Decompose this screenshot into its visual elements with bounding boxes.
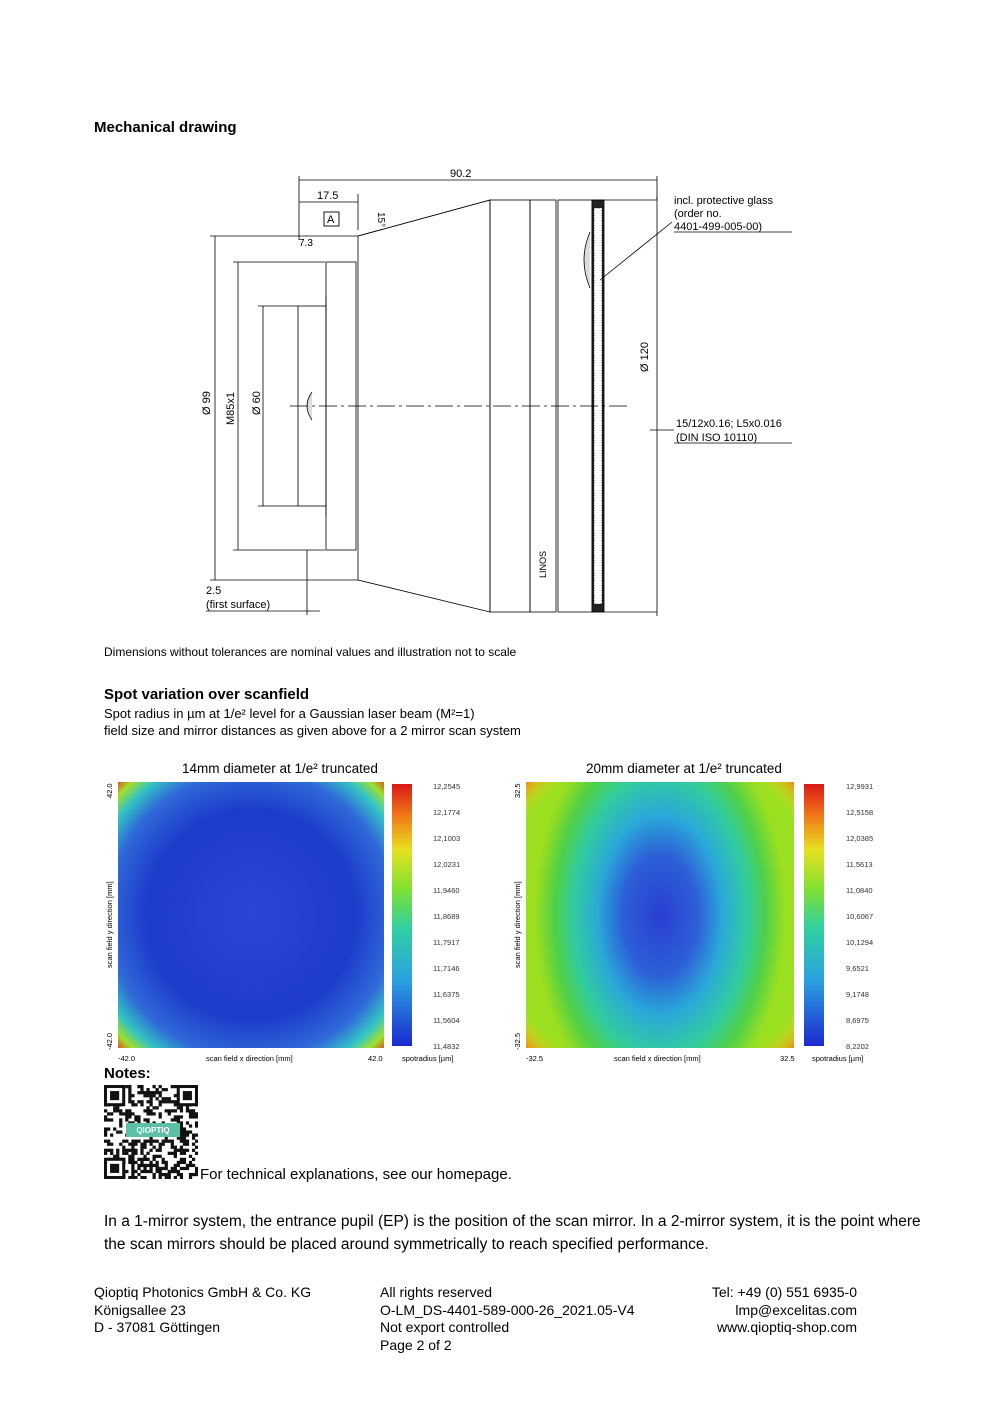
plot2-colorbar-label: spotradius [µm] (812, 1054, 864, 1063)
plot1-colorbar-label: spotradius [µm] (402, 1054, 454, 1063)
dim-d120: Ø 120 (639, 342, 651, 372)
plot1-colorbar-tick-label: 12,2545 (433, 782, 461, 791)
plot2-title: 20mm diameter at 1/e² truncated (586, 761, 782, 776)
plot2-colorbar (804, 784, 824, 1046)
plot1-colorbar-tick-label: 11,7917 (433, 938, 460, 947)
plot1-colorbar-tick-label: 11,5604 (433, 1016, 460, 1025)
footer-page-number: Page 2 of 2 (380, 1336, 452, 1353)
plot1-colorbar-tick-label: 11,6375 (433, 990, 460, 999)
plot2-colorbar-tick-label: 8,2202 (846, 1042, 869, 1051)
plot2-colorbar-tick-label: 11,5613 (846, 860, 873, 869)
plot2-y-min: -32.5 (513, 1032, 522, 1050)
plot2-x-label: scan field x direction [mm] (614, 1054, 701, 1063)
plot2-colorbar-tick-label: 9,6521 (846, 964, 869, 973)
plot2-colorbar-ticks (846, 782, 873, 1051)
plot1-colorbar-tick-label: 12,0231 (433, 860, 461, 869)
datum-label: A (327, 214, 335, 226)
spot-variation-heading: Spot variation over scanfield (104, 686, 310, 703)
plot1-colorbar-tick-label: 11,4832 (433, 1042, 460, 1051)
plot1-y-label: scan field y direction [mm] (105, 881, 114, 968)
dim-d60: Ø 60 (251, 391, 263, 415)
annotation-glass-3: 4401-499-005-00) (674, 221, 763, 233)
footer-city: D - 37081 Göttingen (94, 1319, 221, 1335)
plot2-y-max: 32.5 (513, 783, 522, 798)
annotation-iso-2: (DIN ISO 10110) (676, 432, 758, 444)
plot2-x-min: -32.5 (526, 1054, 544, 1063)
footer-contact (700, 1284, 857, 1337)
footer-doc-id: O-LM_DS-4401-589-000-26_2021.05-V4 (380, 1301, 635, 1318)
plot1-x-max: 42.0 (368, 1054, 383, 1063)
plot2-colorbar-tick-label: 11,0840 (846, 886, 873, 895)
spot-subtitle-2: field size and mirror distances as given above for a 2 mirror scan system (104, 723, 521, 738)
footer-website[interactable]: www.qioptiq-shop.com (716, 1319, 857, 1335)
footer-rights: All rights reserved (380, 1284, 493, 1300)
plot1-heatmap (118, 782, 384, 1048)
dim-offset: 7.3 (299, 238, 313, 249)
qr-code[interactable] (104, 1085, 198, 1179)
plot1-colorbar (392, 784, 412, 1046)
footer-document-info (380, 1284, 635, 1354)
plot1-x-min: -42.0 (118, 1054, 136, 1063)
plot1-colorbar-tick-label: 11,9460 (433, 886, 460, 895)
linos-engraving: LINOS (538, 550, 548, 578)
plot1-colorbar-ticks (433, 782, 460, 1051)
plot2-colorbar-tick-label: 9,1748 (846, 990, 869, 999)
annotation-glass-2: (order no. (674, 208, 722, 220)
dim-thread: M85x1 (225, 391, 237, 425)
dim-overall-length: 90.2 (450, 168, 472, 180)
plot2-heatmap-chart (506, 778, 886, 1068)
footer-company-name: Qioptiq Photonics GmbH & Co. KG (94, 1284, 312, 1300)
dim-first-surface-label: (first surface) (206, 599, 271, 611)
plot1-colorbar-tick-label: 12,1003 (433, 834, 461, 843)
qr-caption: For technical explanations, see our homepage. (200, 1166, 512, 1183)
dim-d99: Ø 99 (201, 391, 213, 415)
plot2-y-label: scan field y direction [mm] (513, 881, 522, 968)
plot1-y-min: -42.0 (105, 1032, 114, 1050)
plot2-colorbar-tick-label: 8,6975 (846, 1016, 869, 1025)
footer-export: Not export controlled (380, 1319, 510, 1335)
plot2-x-max: 32.5 (780, 1054, 795, 1063)
footer-company (94, 1284, 311, 1337)
dim-first-surface-value: 2.5 (206, 585, 222, 597)
annotation-glass-1: incl. protective glass (674, 195, 774, 207)
dim-angle: 15° (375, 212, 386, 228)
plot2-colorbar-tick-label: 10,6067 (846, 912, 874, 921)
entrance-pupil-note: In a 1-mirror system, the entrance pupil (EP) is the position of the scan mirror. In a 2-mirror system, it is the point where the scan mirrors should be placed around symmetrically to reach specified performance. (104, 1213, 921, 1253)
drawing-disclaimer: Dimensions without tolerances are nominal values and illustration not to scale (104, 645, 517, 659)
plot2-colorbar-tick-label: 12,0385 (846, 834, 874, 843)
qr-brand-logo: QIOPTIQ (136, 1126, 170, 1135)
footer-street: Königsallee 23 (94, 1301, 186, 1318)
plot2-colorbar-tick-label: 10,1294 (846, 938, 874, 947)
spot-subtitle-1: Spot radius in µm at 1/e² level for a Gaussian laser beam (M²=1) (104, 706, 475, 721)
mechanical-drawing-heading: Mechanical drawing (94, 119, 237, 136)
plot1-heatmap-chart (96, 778, 476, 1068)
plot2-colorbar-tick-label: 12,5158 (846, 808, 874, 817)
plot1-colorbar-tick-label: 11,7146 (433, 964, 460, 973)
mechanical-drawing (180, 160, 820, 620)
plot1-colorbar-tick-label: 11,8689 (433, 912, 460, 921)
plot1-y-max: 42.0 (105, 783, 114, 798)
plot1-colorbar-tick-label: 12,1774 (433, 808, 461, 817)
footer-email[interactable]: lmp@excelitas.com (735, 1301, 857, 1318)
footer-phone: Tel: +49 (0) 551 6935-0 (711, 1284, 857, 1300)
plot2-colorbar-tick-label: 12,9931 (846, 782, 874, 791)
plot1-x-label: scan field x direction [mm] (206, 1054, 293, 1063)
plot2-heatmap-corners (526, 782, 794, 1048)
annotation-iso-1: 15/12x0.16; L5x0.016 (676, 418, 782, 430)
notes-heading: Notes: (104, 1065, 151, 1082)
plot1-title: 14mm diameter at 1/e² truncated (182, 761, 378, 776)
dim-front-length: 17.5 (317, 190, 339, 202)
